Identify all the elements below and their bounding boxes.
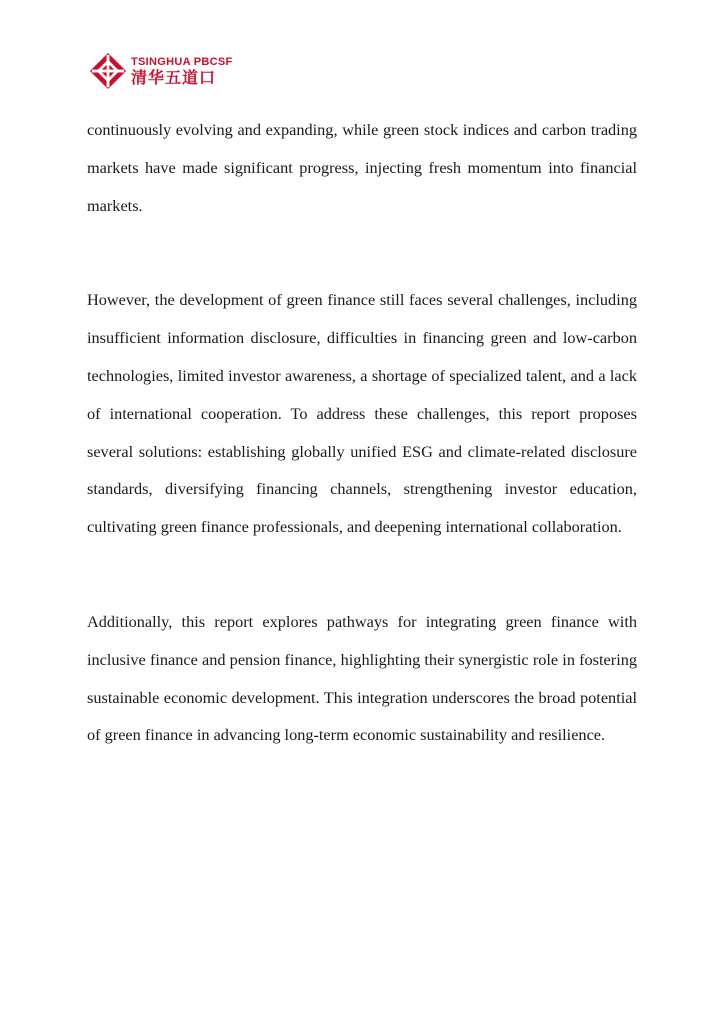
paragraph-1: continuously evolving and expanding, while green stock indices and carbon trading markets have made significant progress, injecting fresh momentum into financial markets. xyxy=(87,120,637,215)
logo-chinese: 清华五道口 xyxy=(131,67,217,87)
logo-text xyxy=(131,57,233,86)
body-text xyxy=(87,111,637,811)
header-logo xyxy=(89,51,233,91)
pbcsf-logo-icon xyxy=(89,52,127,90)
logo-english: TSINGHUA PBCSF xyxy=(131,55,233,68)
paragraph-3: Additionally, this report explores pathways for integrating green finance with inclusive finance and pension finance, highlighting their synergistic role in fostering sustainable economic development. This integration underscores the broad potential of green finance in advancing long-term economic sustainability and resilience. xyxy=(87,611,637,745)
paragraph-2: However, the development of green finance still faces several challenges, including insufficient information disclosure, difficulties in financing green and low-carbon technologies, limited investor awareness, a shortage of specialized talent, and a lack of international cooperation. To address these challenges, this report proposes several solutions: establishing globally unified ESG and climate-related disclosure standards, diversifying financing channels, strengthening investor education, cultivating green finance professionals, and deepening international collaboration. xyxy=(87,290,637,537)
